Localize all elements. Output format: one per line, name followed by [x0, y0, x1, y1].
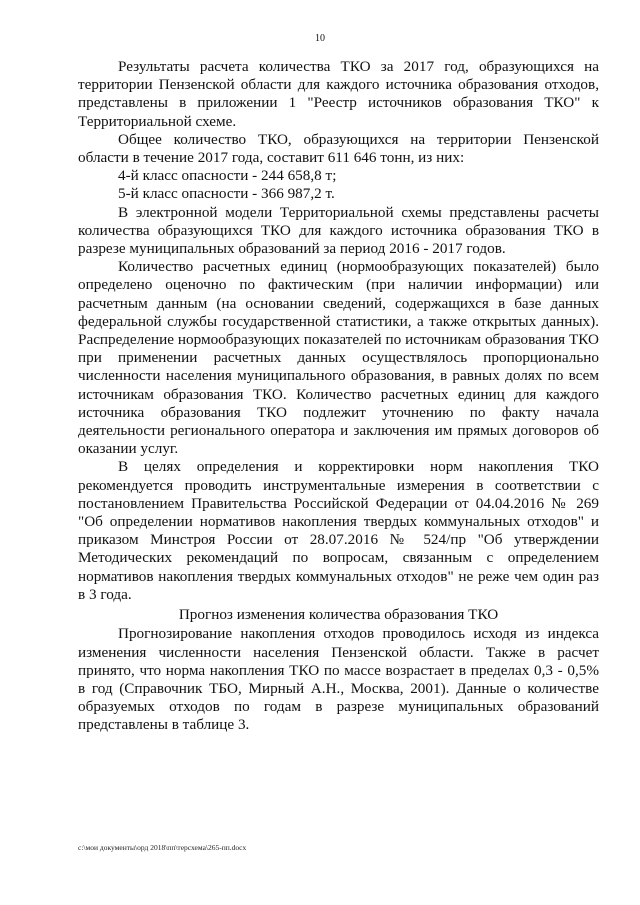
paragraph-calculation-units: Количество расчетных единиц (нормообразующих показателей) было определено оценочно по фактическим (при наличии информации) или расчетным данным (на основании сведений, содержащихся в базе данных федеральной службы государственной статистики, а также открытых данных). Распределение нормообразующих показателей по источникам образования ТКО при применении расчетных данных осуществлялось пропорционально численности населения муниципального образования, в равных долях по всем источникам образования ТКО. Количество расчетных единиц для каждого источника образования ТКО подлежит уточнению по факту начала деятельности регионального оператора и заключения им прямых договоров об оказании услуг.	[78, 258, 599, 458]
paragraph-total: Общее количество ТКО, образующихся на территории Пензенской области в течение 2017 года, составит 611 646 тонн, из них:	[78, 130, 599, 167]
paragraph-class-4: 4-й класс опасности - 244 658,8 т;	[118, 167, 337, 185]
paragraph-electronic-model: В электронной модели Территориальной схемы представлены расчеты количества образующихся ТКО для каждого источника образования ТКО в разрезе муниципальных образований за период 2016 - 2017 годов.	[78, 203, 599, 258]
paragraph-forecast: Прогнозирование накопления отходов проводилось исходя из индекса изменения численности населения Пензенской области. Также в расчет принято, что норма накопления ТКО по массе возрастает в пределах 0,3 - 0,5% в год (Справочник ТБО, Мирный А.Н., Москва, 2001). Данные о количестве образуемых отходов по годам в разрезе муниципальных образований представлены в таблице 3.	[78, 625, 599, 734]
paragraph-class-5: 5-й класс опасности - 366 987,2 т.	[118, 185, 335, 203]
paragraph-measurements: В целях определения и корректировки норм накопления ТКО рекомендуется проводить инструментальные измерения в соответствии с постановлением Правительства Российской Федерации от 04.04.2016 № 269 "Об определении нормативов накопления твердых коммунальных отходов" и приказом Минстроя России от 28.07.2016 № 524/пр "Об утверждении Методических рекомендаций по вопросам, связанным с определением нормативов накопления твердых коммунальных отходов" не реже чем один раз в 3 года.	[78, 458, 599, 603]
paragraph-results: Результаты расчета количества ТКО за 2017 год, образующихся на территории Пензенской области для каждого источника образования отходов, представлены в приложении 1 "Реестр источников образования ТКО" к Территориальной схеме.	[78, 58, 599, 130]
document-body	[78, 58, 599, 735]
section-heading: Прогноз изменения количества образования ТКО	[178, 606, 499, 624]
file-path-footer: c:\мои документы\орд 2018\пп\терсхема\265-пп.docx	[78, 843, 247, 852]
page-number: 10	[315, 33, 325, 44]
